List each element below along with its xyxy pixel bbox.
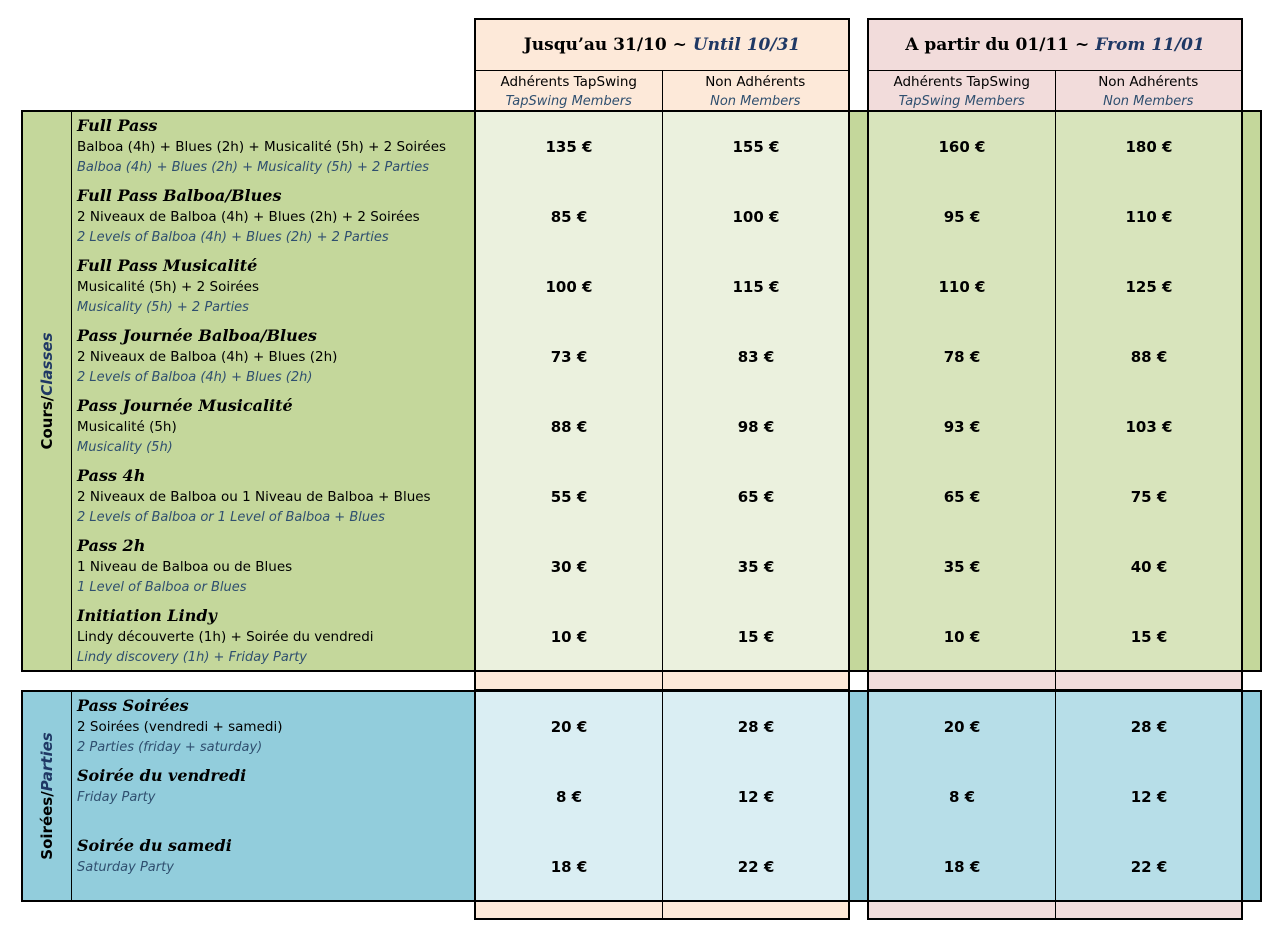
pass-name: Pass 2h — [77, 536, 146, 555]
pass-name: Pass 4h — [77, 466, 146, 485]
pass-row — [73, 602, 1260, 672]
price-non-members-p1: 155 € — [732, 138, 780, 156]
price-non-members-p2: 12 € — [1130, 788, 1168, 806]
pass-row — [73, 692, 1260, 762]
period-title-1-fr: Jusqu’au 31/10 ~ — [523, 35, 687, 55]
price-members-p2: 20 € — [943, 718, 981, 736]
section-label-en: Parties — [38, 732, 56, 792]
column-header-fr: Adhérents TapSwing — [893, 74, 1030, 90]
column-header-en: TapSwing Members — [898, 94, 1025, 109]
pass-row — [73, 532, 1260, 602]
pass-description-en: 2 Levels of Balboa (4h) + Blues (2h) + 2 Parties — [77, 230, 389, 245]
price-members-p2: 160 € — [938, 138, 986, 156]
price-members-p2: 78 € — [943, 348, 981, 366]
period-title-2-en: From 11/01 — [1095, 35, 1205, 55]
price-non-members-p1: 83 € — [737, 348, 775, 366]
price-members-p2: 95 € — [943, 208, 981, 226]
price-non-members-p1: 98 € — [737, 418, 775, 436]
price-members-p1: 100 € — [545, 278, 593, 296]
pass-description-en: Balboa (4h) + Blues (2h) + Musicality (5h) + 2 Parties — [77, 160, 430, 175]
price-non-members-p2: 110 € — [1125, 208, 1173, 226]
price-non-members-p1: 100 € — [732, 208, 780, 226]
pass-row — [73, 182, 1260, 252]
period-header-1 — [474, 18, 850, 112]
pass-row — [73, 832, 1260, 902]
price-members-p1: 85 € — [550, 208, 588, 226]
price-members-p2: 93 € — [943, 418, 981, 436]
period-2-gap — [867, 671, 1243, 691]
price-members-p1: 30 € — [550, 558, 588, 576]
pass-name: Full Pass — [77, 116, 158, 135]
section-label-classes — [23, 112, 72, 670]
pass-description-en: Musicality (5h) — [77, 440, 173, 455]
pass-description-en: 2 Levels of Balboa (4h) + Blues (2h) — [77, 370, 313, 385]
price-members-p1: 55 € — [550, 488, 588, 506]
pass-name: Soirée du samedi — [77, 836, 232, 855]
price-non-members-p1: 22 € — [737, 858, 775, 876]
price-members-p1: 88 € — [550, 418, 588, 436]
price-non-members-p2: 88 € — [1130, 348, 1168, 366]
column-header-fr: Adhérents TapSwing — [500, 74, 637, 90]
pass-row — [73, 112, 1260, 182]
column-header-en: Non Members — [710, 94, 801, 109]
price-members-p2: 35 € — [943, 558, 981, 576]
price-non-members-p2: 40 € — [1130, 558, 1168, 576]
section-classes — [21, 110, 1262, 672]
pass-description-en: Friday Party — [77, 790, 156, 805]
price-members-p1: 73 € — [550, 348, 588, 366]
pass-name: Full Pass Musicalité — [77, 256, 258, 275]
pass-name: Pass Soirées — [77, 696, 189, 715]
column-header-fr: Non Adhérents — [1098, 74, 1199, 90]
pass-description-fr: 1 Niveau de Balboa ou de Blues — [77, 559, 293, 575]
price-members-p2: 10 € — [943, 628, 981, 646]
section-parties — [21, 690, 1262, 902]
price-members-p1: 8 € — [555, 788, 583, 806]
price-non-members-p1: 115 € — [732, 278, 780, 296]
price-non-members-p2: 75 € — [1130, 488, 1168, 506]
price-non-members-p1: 35 € — [737, 558, 775, 576]
pass-row — [73, 392, 1260, 462]
column-header-members — [869, 71, 1055, 112]
pass-description-en: Musicality (5h) + 2 Parties — [77, 300, 249, 315]
price-members-p1: 10 € — [550, 628, 588, 646]
pass-name: Pass Journée Musicalité — [77, 396, 293, 415]
section-label-fr: Cours/ — [38, 395, 56, 450]
period-header-2 — [867, 18, 1243, 112]
period-1-footer — [474, 901, 850, 920]
price-members-p2: 18 € — [943, 858, 981, 876]
price-non-members-p2: 125 € — [1125, 278, 1173, 296]
pass-description-fr: 2 Niveaux de Balboa ou 1 Niveau de Balboa + Blues — [77, 489, 431, 505]
pass-name: Full Pass Balboa/Blues — [77, 186, 282, 205]
price-non-members-p2: 28 € — [1130, 718, 1168, 736]
period-1-gap — [474, 671, 850, 691]
pass-description-en: 2 Parties (friday + saturday) — [77, 740, 263, 755]
price-non-members-p2: 22 € — [1130, 858, 1168, 876]
pass-row — [73, 252, 1260, 322]
period-title-1 — [476, 20, 848, 71]
pass-description-en: 2 Levels of Balboa or 1 Level of Balboa + Blues — [77, 510, 385, 525]
pass-description-fr: Lindy découverte (1h) + Soirée du vendredi — [77, 629, 374, 645]
section-label-en: Classes — [38, 332, 56, 396]
column-header-en: TapSwing Members — [505, 94, 632, 109]
price-non-members-p1: 12 € — [737, 788, 775, 806]
column-header-members — [476, 71, 662, 112]
price-non-members-p2: 15 € — [1130, 628, 1168, 646]
pass-description-fr: 2 Niveaux de Balboa (4h) + Blues (2h) + 2 Soirées — [77, 209, 420, 225]
column-header-non-members — [1055, 71, 1242, 112]
price-non-members-p1: 28 € — [737, 718, 775, 736]
pass-name: Pass Journée Balboa/Blues — [77, 326, 317, 345]
pass-description-en: Lindy discovery (1h) + Friday Party — [77, 650, 308, 665]
price-members-p2: 8 € — [948, 788, 976, 806]
price-members-p2: 110 € — [938, 278, 986, 296]
period-title-2 — [869, 20, 1241, 71]
pass-description-fr: Balboa (4h) + Blues (2h) + Musicalité (5h) + 2 Soirées — [77, 139, 447, 155]
column-header-fr: Non Adhérents — [705, 74, 806, 90]
price-members-p2: 65 € — [943, 488, 981, 506]
column-header-en: Non Members — [1103, 94, 1194, 109]
price-non-members-p1: 65 € — [737, 488, 775, 506]
pass-description-fr: Musicalité (5h) + 2 Soirées — [77, 279, 260, 295]
pass-name: Initiation Lindy — [77, 606, 217, 625]
price-non-members-p1: 15 € — [737, 628, 775, 646]
column-header-non-members — [662, 71, 849, 112]
pass-description-fr: 2 Soirées (vendredi + samedi) — [77, 719, 283, 735]
price-non-members-p2: 103 € — [1125, 418, 1173, 436]
period-2-footer — [867, 901, 1243, 920]
pass-row — [73, 762, 1260, 832]
pass-row — [73, 322, 1260, 392]
pass-row — [73, 462, 1260, 532]
price-non-members-p2: 180 € — [1125, 138, 1173, 156]
section-label-parties — [23, 692, 72, 900]
price-members-p1: 135 € — [545, 138, 593, 156]
pass-name: Soirée du vendredi — [77, 766, 247, 785]
pass-description-en: 1 Level of Balboa or Blues — [77, 580, 247, 595]
pass-description-fr: 2 Niveaux de Balboa (4h) + Blues (2h) — [77, 349, 338, 365]
period-title-2-fr: A partir du 01/11 ~ — [905, 35, 1090, 55]
pass-description-fr: Musicalité (5h) — [77, 419, 177, 435]
period-title-1-en: Until 10/31 — [692, 35, 801, 55]
section-label-fr: Soirées/ — [38, 791, 56, 860]
pass-description-en: Saturday Party — [77, 860, 174, 875]
price-members-p1: 18 € — [550, 858, 588, 876]
price-members-p1: 20 € — [550, 718, 588, 736]
